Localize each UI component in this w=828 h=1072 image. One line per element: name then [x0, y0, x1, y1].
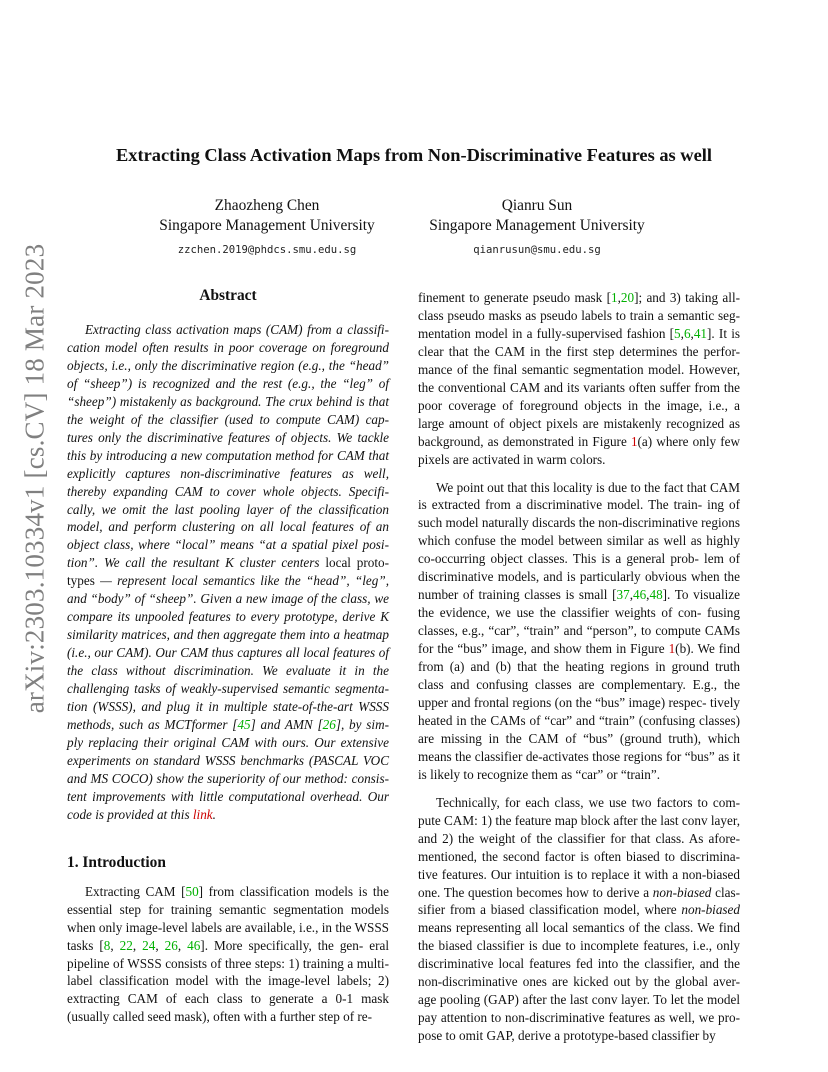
arxiv-sidebar [18, 243, 52, 713]
citation-link[interactable]: 41 [693, 325, 708, 341]
author-affiliation: Singapore Management University [159, 217, 375, 234]
citation-link[interactable]: 5 [674, 325, 681, 341]
citation-link[interactable]: 22 [119, 937, 133, 953]
body-paragraph: We point out that this locality is due to the fact that CAM is extracted from a discriminative model. The train- ing of such model naturally discards the non-discriminative regions which confuse the model between similar as well as highly co-occurring object classes. This is a general prob- lem of discriminative models, and is particularly obvious when the number of training classes is small [37,46,48]. To visualize the evidence, we use the classifier weights of con- fusing classes, e.g., “car”, “train” and “person”, to compute CAMs for the “bus” image, and show them in Figure 1(b). We find from (a) and (b) that the heating regions in ground truth class and confusing classes are complementary. E.g., the upper and frontal regions (on the “bus” image) respec- tively heated in the CAMs of “car” and “train” (confusing classes) are missing in the CAM of “bus” (ground truth), which means the classifier de-activates those regions for “bus” as it is likely to recognize them as “car” or “train”. [418, 479, 741, 782]
figure-link[interactable]: 1 [668, 641, 676, 657]
citation-link[interactable]: 45 [237, 716, 251, 732]
citation-link[interactable]: 50 [185, 883, 199, 899]
author-name: Qianru Sun [501, 197, 573, 214]
citation-link[interactable]: 6 [683, 325, 691, 341]
citation-link[interactable]: 24 [142, 937, 156, 953]
citation-link[interactable]: 26 [164, 937, 178, 953]
citation-link[interactable]: 26 [322, 716, 336, 732]
author-block [412, 196, 662, 259]
intro-paragraph: Extracting CAM [50] from classification models is the essential step for training semantic segmentation models when only image-level labels are available, i.e., in the WSSS tasks [8, 22, 24, 26, 46]. More specifically, the gen- eral pipeline of WSSS consists of three steps: 1) training a multi-label classification model with the image-level labels; 2) extracting CAM of each class to generate a 0-1 mask (usually called seed mask), often with a further step of re- [67, 883, 390, 1025]
abstract-section [67, 286, 389, 824]
citation-link[interactable]: 46 [187, 937, 201, 953]
left-column [67, 286, 389, 1026]
citation-link[interactable]: 48 [649, 587, 663, 603]
abstract-text: Extracting class activation maps (CAM) from a classifi- cation model often results in poor coverage on foreground objects, i.e., only the discriminative region (e.g., the “head” of “sheep”) is recognized and the rest (e.g., the “leg” of “sheep”) mistakenly as background. The crux behind is that the weight of the classifier (used to compute CAM) cap- tures only the discriminative features of objects. We tackle this by introducing a new computation method for CAM that explicitly captures non-discriminative features as well, thereby expanding CAM to cover whole objects. Specifi- cally, we omit the last pooling layer of the classification model, and perform clustering on all local features of an object class, where “local” means “at a spatial pixel posi- tion”. We call the resultant K cluster centers local proto- types — represent local semantics like the “head”, “leg”, and “body” of “sheep”. Given a new image of the class, we compare its unpooled features to every prototype, derive K similarity matrices, and then aggregate them into a heatmap (i.e., our CAM). Our CAM thus captures all local features of the class without discrimination. We evaluate it in the challenging tasks of weakly-supervised semantic segmenta- tion (WSSS), and plug it in multiple state-of-the-art WSSS methods, such as MCTformer [45] and AMN [26], by sim- ply replacing their original CAM with ours. Our extensive experiments on standard WSSS benchmarks (PASCAL VOC and MS COCO) show the superiority of our method: consis- tent improvements with little computational overhead. Our code is provided at this link. [67, 322, 390, 822]
author-email[interactable]: zzchen.2019@phdcs.smu.edu.sg [177, 244, 357, 256]
section-heading-introduction: 1. Introduction [67, 853, 166, 871]
body-paragraph: Technically, for each class, we use two factors to com- pute CAM: 1) the feature map block after the last conv layer, and 2) the weight of the classifier for that class. As afore- mentioned, the second factor is often biased to discrimina- tive features. Our intuition is to replace it with a non-biased one. The question becomes how to derive a non-biased clas- sifier from a biased classification model, where non-biased means representing all local semantics of the class. We find the biased classifier is due to incomplete features, i.e., only discriminative local features fed into the classifier, and the non-discriminative ones are kicked out by the global aver- age pooling (GAP) after the last conv layer. To let the model pay attention to non-discriminative features as well, we pro- pose to omit GAP, derive a prototype-based classifier by [418, 794, 740, 1044]
citation-link[interactable]: 37 [616, 587, 630, 603]
arxiv-id: arXiv:2303.10334v1 [cs.CV] 18 Mar 2023 [19, 243, 50, 713]
code-link[interactable]: link [192, 806, 213, 822]
author-block [142, 196, 392, 259]
citation-link[interactable]: 46 [632, 587, 647, 603]
body-paragraph: finement to generate pseudo mask [1,20]; and 3) taking all- class pseudo masks as pseudo labels to train a semantic seg- mentation model in a fully-supervised fashion [5,6,41]. It is clear that the CAM in the first step determines the perfor- mance of the final semantic segmentation model. However, the conventional CAM and its variants often suffer from the poor coverage of foreground objects in the image, i.e., a large amount of object pixels are mistakenly recognized as background, as demonstrated in Figure 1(a) where only few pixels are activated in warm colors. [418, 290, 740, 467]
paper-title: Extracting Class Activation Maps from Non-Discriminative Features as well [116, 145, 712, 165]
figure-link[interactable]: 1 [630, 433, 638, 449]
author-email[interactable]: qianrusun@smu.edu.sg [473, 244, 601, 256]
citation-link[interactable]: 1 [611, 290, 618, 305]
right-column [418, 289, 740, 1045]
citation-link[interactable]: 8 [103, 937, 111, 953]
author-name: Zhaozheng Chen [214, 197, 320, 214]
abstract-heading: Abstract [199, 287, 257, 304]
author-affiliation: Singapore Management University [429, 217, 645, 234]
citation-link[interactable]: 20 [620, 290, 635, 305]
